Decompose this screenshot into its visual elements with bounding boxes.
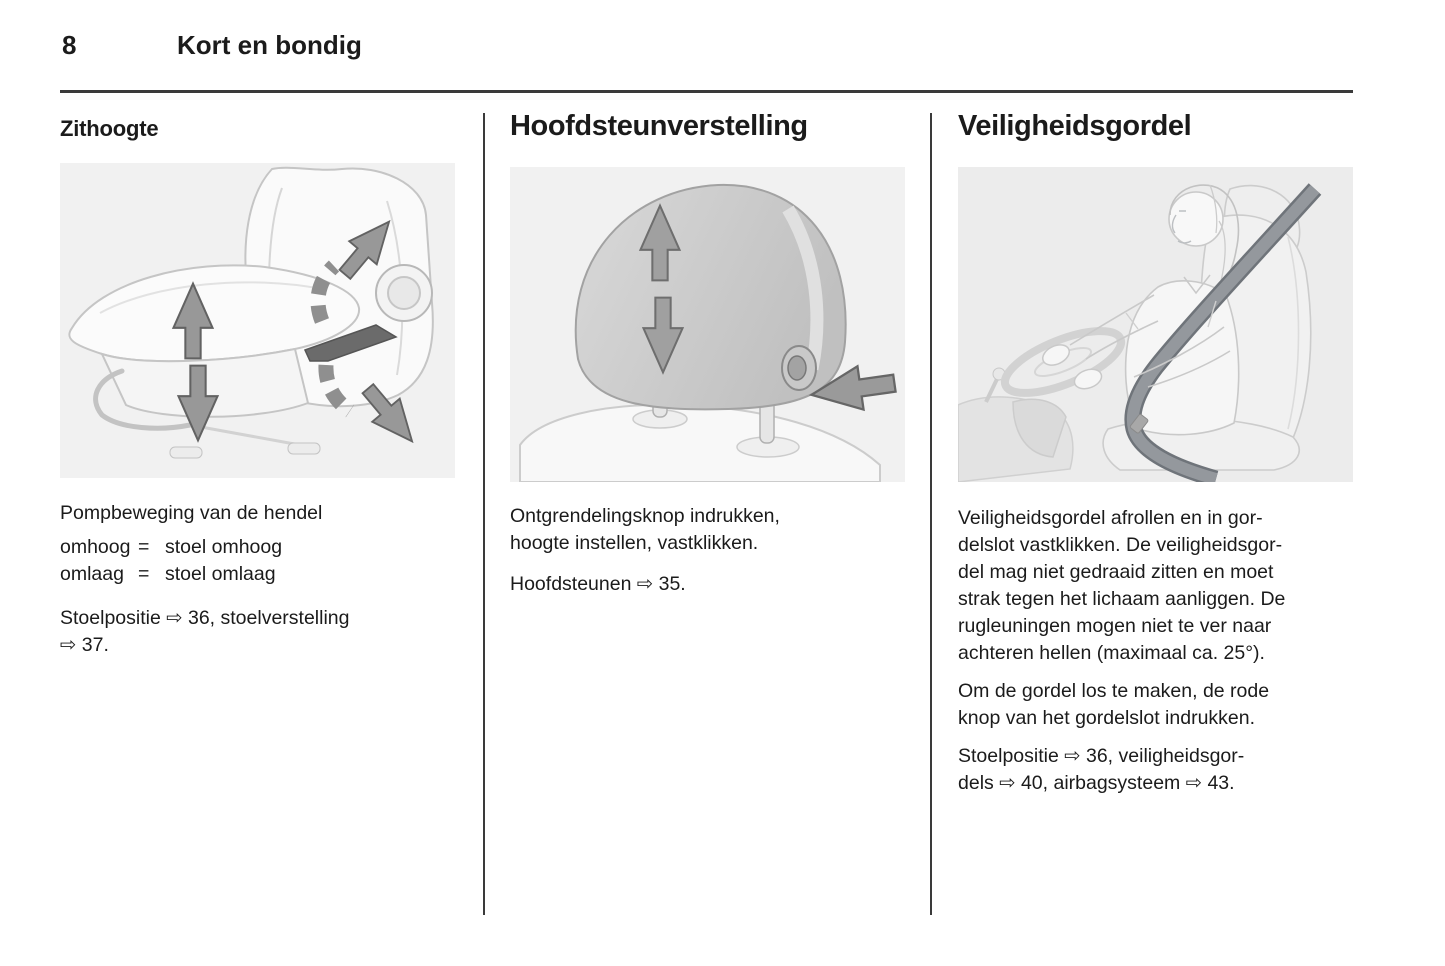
mapping-equals: =	[138, 563, 150, 585]
seat-height-text	[60, 500, 455, 659]
seat-belt-heading: Veiligheidsgordel	[958, 110, 1192, 142]
adjustment-mappings	[60, 534, 455, 588]
body-line: delslot vastklikken. De veiligheidsgor-	[958, 534, 1283, 556]
mapping-result: stoel omhoog	[165, 536, 283, 558]
body-line: knop van het gordelslot indrukken.	[958, 707, 1256, 729]
adjustment-mapping-row	[60, 561, 455, 588]
headrest-illustration	[510, 167, 905, 482]
seat-rail-foot	[288, 443, 320, 454]
mapping-equals: =	[138, 536, 150, 558]
column-divider-2	[930, 113, 932, 915]
cross-references	[510, 571, 905, 598]
seat-height-illustration	[60, 163, 455, 478]
mapping-term: omhoog	[60, 536, 131, 558]
cross-references	[958, 743, 1353, 797]
body-line: hoogte instellen, vastklikken.	[510, 532, 759, 554]
headrest-text	[510, 503, 905, 598]
column-seat-height	[60, 0, 455, 966]
adjustment-mapping-row	[60, 534, 455, 561]
mapping-term: omlaag	[60, 563, 124, 585]
column-seat-belt	[958, 0, 1353, 966]
chapter-title: Kort en bondig	[177, 30, 362, 60]
reference-line: ⇨ 37.	[60, 634, 109, 656]
headrest-heading: Hoofdsteunverstelling	[510, 110, 808, 142]
seat-belt-text	[958, 505, 1353, 797]
cross-references	[60, 605, 455, 659]
body-line: Veiligheidsgordel afrollen en in gor-	[958, 507, 1263, 529]
seat-belt-illustration	[958, 167, 1353, 482]
body-line: Ontgrendelingsknop indrukken,	[510, 505, 780, 527]
seat-height-heading: Zithoogte	[60, 116, 159, 141]
seat-rail-foot	[170, 447, 202, 458]
column-headrest	[510, 0, 905, 966]
reference-line: Stoelpositie ⇨ 36, stoelverstelling	[60, 607, 350, 629]
page-number: 8	[62, 30, 77, 60]
column-divider-1	[483, 113, 485, 915]
reference-line: dels ⇨ 40, airbagsysteem ⇨ 43.	[958, 772, 1235, 794]
body-line: Pompbeweging van de hendel	[60, 502, 323, 524]
reference-line: Hoofdsteunen ⇨ 35.	[510, 573, 686, 595]
body-line: Om de gordel los te maken, de rode	[958, 680, 1270, 702]
seat-belt-drawing	[958, 167, 1353, 482]
body-line: rugleuningen mogen niet te ver naar	[958, 615, 1272, 637]
headrest-drawing	[510, 167, 905, 482]
body-line: strak tegen het lichaam aanliggen. De	[958, 588, 1286, 610]
reference-line: Stoelpositie ⇨ 36, veiligheidsgor-	[958, 745, 1245, 767]
seat-drawing	[60, 163, 455, 478]
mapping-result: stoel omlaag	[165, 563, 276, 585]
paragraph	[958, 505, 1353, 667]
body-line: del mag niet gedraaid zitten en moet	[958, 561, 1274, 583]
body-line: achteren hellen (maximaal ca. 25°).	[958, 642, 1265, 664]
paragraph	[958, 678, 1353, 732]
